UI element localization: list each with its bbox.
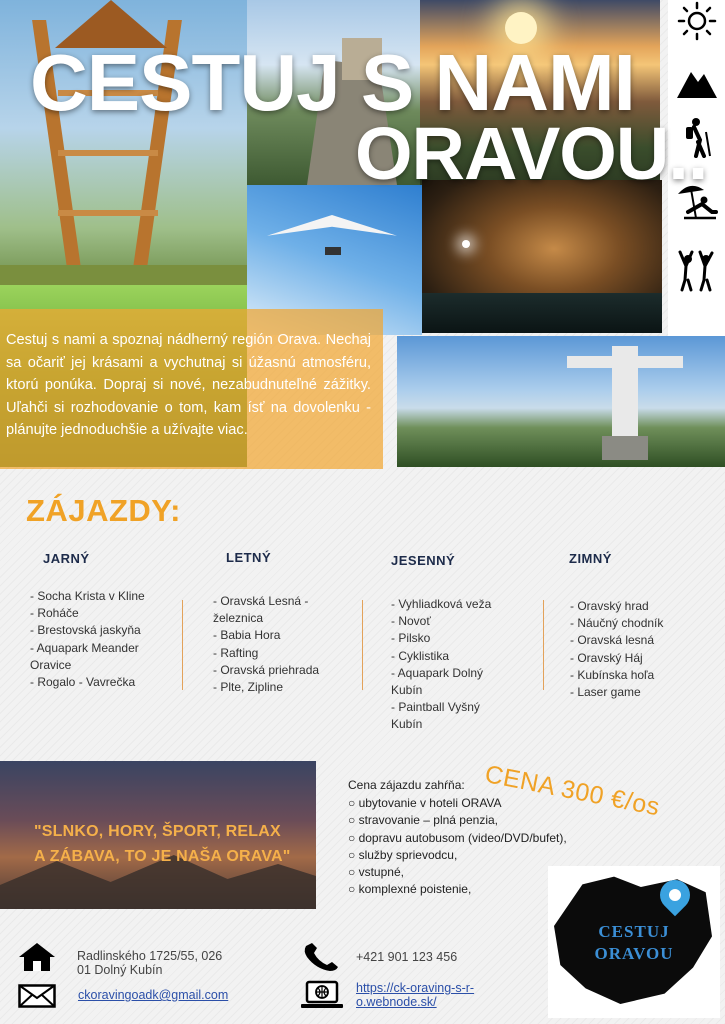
intro-text: Cestuj s nami a spoznaj nádherný región Orava. Nechaj sa očariť jej krásami a vychutnaj si úžasnú atmosféru, ktorú ponúka. Dopraj si nové, nezabudnuteľné zážitky. Uľahči si rozhodovanie o tom, kam ísť na dovolenku - plánujte jednoduchšie a užívajte viac. <box>6 332 371 438</box>
list-item: - Rogalo - Vavrečka <box>30 675 136 690</box>
season-title-summer: LETNÝ <box>226 550 272 565</box>
list-item: - Oravská lesná <box>570 633 655 648</box>
season-title-autumn: JESENNÝ <box>391 553 456 568</box>
cheering-people-icon <box>676 250 718 292</box>
slogan-text <box>34 819 304 869</box>
list-item: - Novoť <box>391 614 431 629</box>
laptop-web-icon <box>299 980 345 1010</box>
season-list-winter <box>570 598 700 701</box>
logo-text-line-1: CESTUJ <box>598 922 670 941</box>
slogan-banner <box>0 761 316 909</box>
column-divider <box>182 600 183 690</box>
list-item: - Oravský hrad <box>570 599 649 613</box>
sun-icon <box>676 0 718 42</box>
list-item: - Paintball Vyšný Kubín <box>391 700 480 732</box>
cave-photo <box>422 180 662 333</box>
website-link[interactable] <box>356 981 474 1009</box>
list-item: - Brestovská jaskyňa <box>30 623 141 638</box>
website-line-1: https://ck-oraving-s-r- <box>356 981 475 995</box>
logo-text-line-2: ORAVOU <box>594 944 674 963</box>
list-item: - Socha Krista v Kline <box>30 589 145 603</box>
tours-heading: ZÁJAZDY: <box>26 493 181 528</box>
home-icon <box>18 942 56 972</box>
email-link[interactable]: ckoravingoadk@gmail.com <box>78 988 229 1002</box>
includes-title: Cena zájazdu zahŕňa: <box>348 778 465 792</box>
list-item: - Rafting <box>213 645 259 660</box>
address-line-2: 01 Dolný Kubín <box>77 963 163 977</box>
list-item: - Roháče <box>30 606 79 621</box>
christ-statue-photo <box>397 336 725 467</box>
season-title-spring: JARNÝ <box>43 551 90 566</box>
list-item: - Aquapark Dolný Kubín <box>391 665 484 698</box>
list-item: - Plte, Zipline <box>213 680 284 695</box>
address-line-1: Radlinského 1725/55, 026 <box>77 949 223 963</box>
list-item: - Oravská Lesná - železnica <box>213 594 309 626</box>
list-item: - Náučný chodník <box>570 616 664 631</box>
season-list-spring <box>30 588 172 691</box>
includes-list <box>348 795 567 899</box>
list-item: - Cyklistika <box>391 648 450 663</box>
list-item: - Kubínska hoľa <box>570 667 655 682</box>
list-item: ○ ubytovanie v hoteli ORAVA <box>348 796 502 810</box>
list-item: ○ dopravu autobusom (video/DVD/bufet), <box>348 830 567 845</box>
intro-box <box>0 309 383 469</box>
list-item: - Oravská priehrada <box>213 662 320 677</box>
list-item: ○ vstupné, <box>348 865 404 880</box>
column-divider <box>362 600 363 690</box>
season-list-autumn <box>391 596 501 734</box>
list-item: - Pilsko <box>391 631 431 646</box>
list-item: ○ služby sprievodcu, <box>348 847 458 862</box>
headline-line-2: ORAVOU.. <box>355 112 708 195</box>
season-title-winter: ZIMNÝ <box>569 551 612 566</box>
headline-line-1: CESTUJ S NAMI <box>30 38 635 127</box>
price-label: CENA 300 €/os <box>482 760 663 822</box>
list-item: - Vyhliadková veža <box>391 597 492 611</box>
season-list-summer <box>213 593 343 696</box>
list-item: - Aquapark Meander Oravice <box>30 640 139 672</box>
list-item: ○ stravovanie – plná penzia, <box>348 813 499 828</box>
slogan-line-2: A ZÁBAVA, TO JE NAŠA ORAVA" <box>34 848 291 865</box>
list-item: - Laser game <box>570 685 641 700</box>
list-item: - Oravský Háj <box>570 650 643 665</box>
website-line-2: o.webnode.sk/ <box>356 995 437 1009</box>
phone-number: +421 901 123 456 <box>356 950 458 964</box>
list-item: ○ komplexné poistenie, <box>348 882 472 897</box>
company-logo <box>548 866 720 1018</box>
phone-icon <box>302 943 340 973</box>
slogan-line-1: "SLNKO, HORY, ŠPORT, RELAX <box>34 823 281 840</box>
email-icon <box>18 984 56 1008</box>
mountain-icon <box>676 60 718 102</box>
address <box>77 949 222 977</box>
column-divider <box>543 600 544 690</box>
list-item: - Babia Hora <box>213 628 281 643</box>
